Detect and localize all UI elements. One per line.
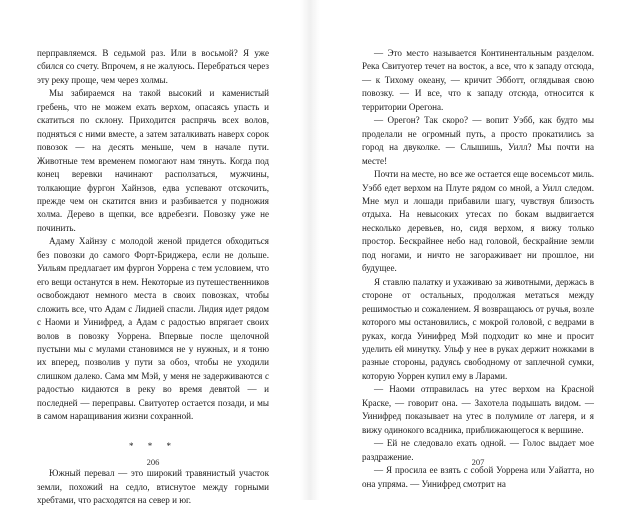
right-page [310, 0, 620, 500]
paragraph: перправляемся. В седьмой раз. Или в восьмой? Я уже сбился со счету. Впрочем, я не жалуюсь. Перебраться через эту реку проще, чем через холмы. [37, 48, 269, 85]
paragraph: — Наоми отправилась на утес верхом на Красной Краске, — говорит она. — Захотела подышать видом. — Уинифред показывает на утес в полумиле от лагеря, и я вижу одинокого всадника, приближающегося к вершине. [362, 384, 594, 435]
paragraph: Мы забираемся на такой высокий и каменистый гребень, что не можем ехать верхом, опасаясь упасть и скатиться по склону. Приходится распрячь всех волов, подняться с ними вместе, а затем заталкивать наверх сорок повозок — на десять меньше, чем в начале пути. Животные тем временем помогают нам тянуть. Когда под конец веревки начинают расползаться, мужчины, толкающие фургон Хайнзов, едва успевают отскочить, прежде чем он скатится вниз и разбивается у подножия холма. Дерево в щепки, все вдребезги. Повозку уже не починить. [37, 88, 269, 233]
paragraph: Адаму Хайнзу с молодой женой придется обходиться без повозки до самого Форт-Бриджера, если не дольше. Уильям предлагает им фургон Уоррена с тем условием, что его вещи останутся в нем. Некоторые из путешественников освобождают немного места в своих повозках, чтобы сложить все, что Адам с Лидией спасли. Лидия идет рядом с Наоми и Уинифред, а Адам с радостью впрягает своих волов в повозку Уоррена. Впервые после щелочной пустыни мы с мулами становимся не у нужных, и я тоню их вперед, позволив у пути за обоз, чтобы не уходили слишком далеко. Сама мм Мэй, у меня не задерживаются с радостью кидаются в реку во время девятой — и последней — переправы. Свитуотер остается позади, и мы в самом наращивания жизни сохранной. [37, 236, 269, 422]
left-page [0, 0, 310, 506]
page-number: 207 [471, 457, 485, 467]
section-separator: * * * [129, 440, 177, 451]
left-page-text [37, 47, 269, 508]
paragraph: Я ставлю палатку и ухаживаю за животными, держась в стороне от остальных, продолжая метаться между решимостью и сожалением. Я возвращаюсь от ручья, возле которого мы остановились, с мокрой головой, с ведрами в руках, когда Уинифред Мэй подходит ко мне и просит уделить ей минутку. Ульф у нее в руках держит ножками в разные стороны, радуясь свободному от заплечной сумки, которую Уоррен купил ему в Ларами. [362, 276, 594, 381]
paragraph: Почти на месте, но все же остается еще восемьсот миль. Уэбб едет верхом на Плуте рядом со мной, а Уилл следом. Мне мул и лошади прибавили шагу, чувствуя близость отдыха. На невысоких утесах по бокам выдвигается несколько деревьев, но, сидя верхом, я вижу только простор. Бескрайнее небо над головой, бескрайние земли под ногами, и ничто не загораживает ни прошлое, ни будущее. [362, 169, 594, 274]
paragraph: — Ей не следовало ехать одной. — Голос выдает мое раздражение. [362, 438, 594, 462]
right-page-text [362, 47, 594, 491]
paragraph: — Орегон? Так скоро? — вопит Уэбб, как будто мы проделали не огромный путь, а просто прокатились за город на двуколке. — Слышишь, Уилл? Мы почти на месте! [362, 115, 594, 166]
paragraph: — Это место называется Континентальным разделом. Река Свитуотер течет на восток, а все, что к западу отсюда, — к Тихому океану, — кричит Эбботт, оглядывая свою повозку. — И все, что к западу отсюда, относится к территории Орегона. [362, 48, 594, 112]
paragraph: — Я просила ее взять с собой Уоррена или Уайатта, но она упряма. — Уинифред смотрит на [362, 465, 594, 489]
page-number: 206 [146, 457, 160, 467]
paragraph: Южный перевал — это широкий травянистый участок земли, похожий на седло, втиснутое между горными хребтами, что расходятся на север и юг. [37, 468, 269, 506]
